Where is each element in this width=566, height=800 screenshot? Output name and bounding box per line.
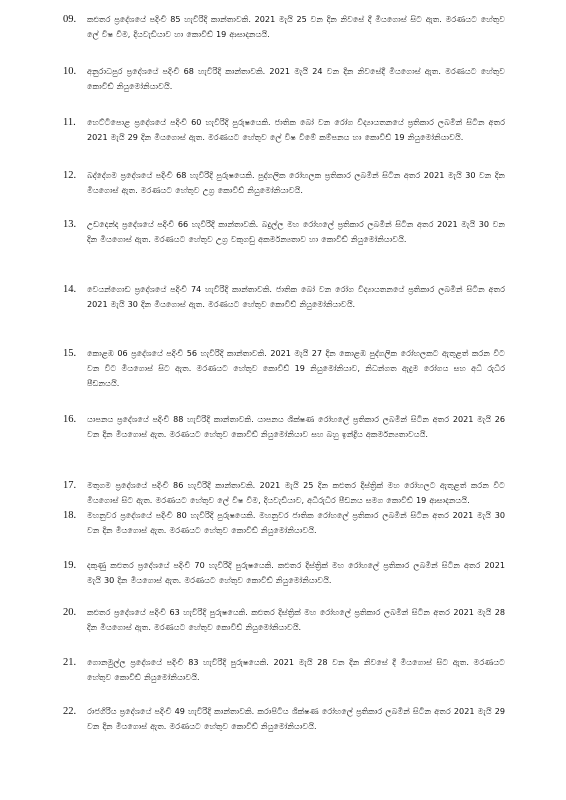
item-number: 22.	[63, 706, 77, 717]
item-text: වෙයන්ගොඩ ප්‍රදේශයේ පදිංචි 74 හැවිරිදි කාන්තාවකි. ජාතික බෝ වන රෝග විද්‍යායතනයේ ප්‍රතිකාර ලබමින් සිටින අතර 2021 මැයි 30 දින මියගොස් ඇත. මරණයට හේතුව කොවිඩ් නියුමෝනියාවයි.	[87, 284, 505, 309]
item-number: 14.	[63, 284, 77, 295]
item-number: 18.	[63, 510, 77, 521]
item-text: මහනුවර ප්‍රදේශයේ පදිංචි 80 හැවිරිදි පුරුෂයෙකි. මහනුවර ජාතික රෝහලේ ප්‍රතිකාර ලබමින් සිටින අතර 2021 මැයි 30 වන දින මියගොස් ඇත. මරණයට හේතුව කොවිඩ් නියුමෝනියාවයි.	[87, 510, 505, 535]
item-number: 16.	[63, 414, 77, 425]
item-number: 20.	[63, 607, 77, 618]
item-text: කළුතර ප්‍රදේශයේ පදිංචි 85 හැවිරිදි කාන්තාවකි. 2021 මැයි 25 වන දින නිවසේ දී මියගොස් සිට ඇත. මරණයට හේතුව ලේ විෂ වීම, දියවැඩියාව හා කොවිඩ් 19 ආසාදනයයි.	[87, 14, 505, 39]
item-text: උඩදෙන්ද ප්‍රදේශයේ පදිංචි 66 හැවිරිදි කාන්තාවකි. බදුල්ල මහ රෝහලේ ප්‍රතිකාර ලබමින් සිටින අතර 2021 මැයි 30 වන දින මියගොස් ඇත. මරණයට හේතුව උග්‍ර වකුගඩු අකර්මන්‍යතාව හා කොවිඩ් නියුමෝනියාවයි.	[87, 219, 505, 244]
item-number: 13.	[63, 219, 77, 230]
item-text: දකුණු කළුතර ප්‍රදේශයේ පදිංචි 70 හැවිරිදි පුරුෂයෙකි. කළුතර දිස්ත්‍රික් මහ රෝහලේ ප්‍රතිකාර ලබමින් සිටින අතර 2021 මැයි 30 දින මියගොස් ඇත. මරණයට හේතුව කොවිඩ් නියුමෝනියාවයි.	[87, 560, 505, 585]
item-number: 11.	[63, 117, 76, 128]
item-number: 12.	[63, 170, 77, 181]
item-number: 19.	[63, 560, 77, 571]
item-text: බද්දේගම ප්‍රදේශයේ පදිංචි 68 හැවිරිදි පුරුෂයෙකි. පුද්ගලික රෝහලක ප්‍රතිකාර ලබමින් සිටින අතර 2021 මැයි 30 වන දින මියගොස් ඇත. මරණයට හේතුව උග්‍ර කොවිඩ් නියුමෝනියාවයි.	[87, 170, 505, 195]
item-text: කොළඹ 06 ප්‍රදේශයේ පදිංචි 56 හැවිරිදි කාන්තාවකි. 2021 මැයි 27 දින කොළඹ පුද්ගලික රෝහලකට ඇතුළත් කරන විට වන විට මියගොස් සිට ඇත. මරණයට හේතුව කොවිඩ් 19 නියුමෝනියාව, නිධන්ගත ඇදුම රෝගය සහ අධි රුධිර පීඩනයයි.	[87, 348, 505, 388]
item-text: ගොනමුල්ල ප්‍රදේශයේ පදිංචි 83 හැවිරිදි පුරුෂයෙකි. 2021 මැයි 28 වන දින නිවසේ දී මියගොස් සිට ඇත. මරණයට හේතුව කොවිඩ් නියුමෝනියාවයි.	[87, 657, 505, 682]
item-text: කළුතර ප්‍රදේශයේ පදිංචි 63 හැවිරිදි පුරුෂයෙකි. කළුතර දිස්ත්‍රික් මහ රෝහලේ ප්‍රතිකාර ලබමින් සිටින අතර 2021 මැයි 28 දින මියගොස් ඇත. මරණයට හේතුව කොවිඩ් නියුමෝනියාවයි.	[87, 607, 505, 632]
item-number: 21.	[63, 657, 77, 668]
item-number: 09.	[63, 14, 77, 25]
item-number: 15.	[63, 348, 77, 359]
item-text: මතුගම ප්‍රදේශයේ පදිංචි 86 හැවිරිදි කාන්තාවකි. 2021 මැයි 25 දින කළුතර දිස්ත්‍රික් මහ රෝහලට ඇතුළත් කරන විට මියගොස් සිට ඇත. මරණයට හේතුව ලේ විෂ වීම, දියවැඩියාව, අධිරුධිර පීඩනය සමග කොවිඩ් 19 ආසාදනයයි.	[87, 480, 505, 505]
item-text: අනුරාධපුර ප්‍රදේශයේ පදිංචි 68 හැවිරිදි කාන්තාවකි. 2021 මැයි 24 වන දින නිවසේදී මියගොස් ඇත. මරණයට හේතුව කොවිඩ් නියුමෝනියාවයි.	[87, 66, 505, 91]
item-text: හෙට්ටිපොළ ප්‍රදේශයේ පදිංචි 60 හැවිරිදි පුරුෂයෙකි. ජාතික බෝ වන රෝග විද්‍යායතනයේ ප්‍රතිකාර ලබමින් සිටින අතර 2021 මැයි 29 දින මියගොස් ඇත. මරණයට හේතුව ලේ විෂ වීමේ කම්පනය හා කොවිඩ් 19 නියුමෝනියාවයි.	[87, 117, 505, 142]
item-number: 17.	[63, 480, 77, 491]
item-number: 10.	[63, 66, 77, 77]
item-text: රාජගිරිය ප්‍රදේශයේ පදිංචි 49 හැවිරිදි කාන්තාවකි. කරාපිටිය ශික්ෂණ රෝහලේ ප්‍රතිකාර ලබමින් සිටින අතර 2021 මැයි 29 වන දින මියගොස් ඇත. මරණයට හේතුව කොවිඩ් නියුමෝනියාවයි.	[87, 706, 505, 731]
item-text: යාපනය ප්‍රදේශයේ පදිංචි 88 හැවිරිදි කාන්තාවකි. යාපනය ශික්ෂණ රෝහලේ ප්‍රතිකාර ලබමින් සිටින අතර 2021 මැයි 26 වන දින මියගොස් ඇත. මරණයට හේතුව කොවිඩ් නියුමෝනියාව සහ බහු ඉන්ද්‍රිය අකර්මන්‍යතාවයයි.	[87, 414, 505, 439]
